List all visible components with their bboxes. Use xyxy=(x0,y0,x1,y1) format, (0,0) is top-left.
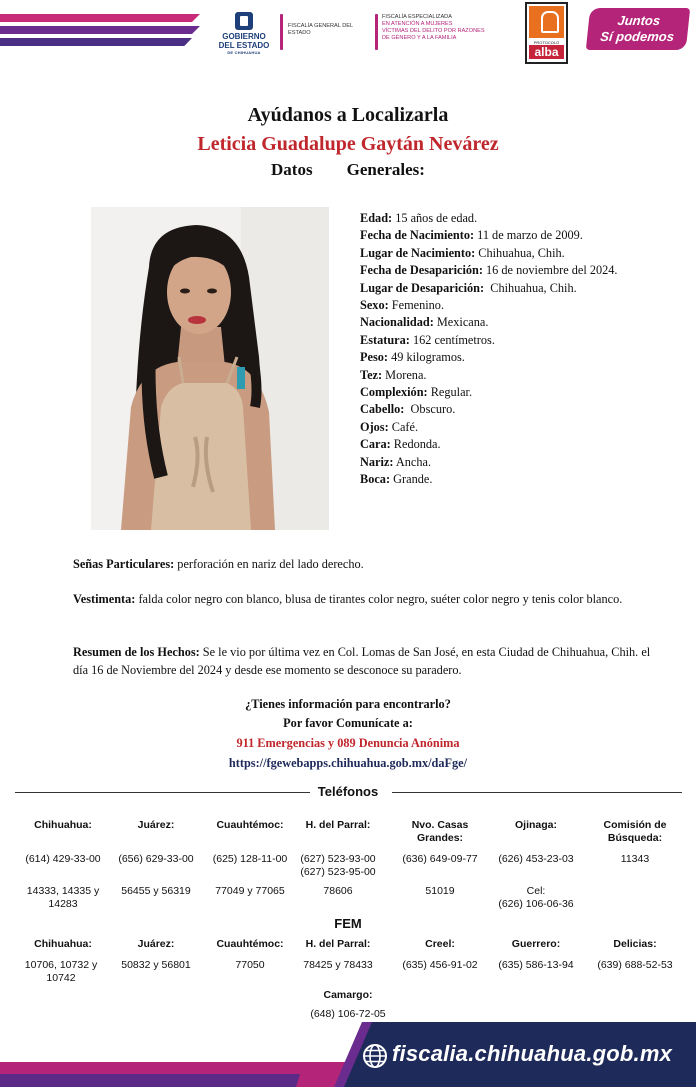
fem-col-name: Delicias: xyxy=(613,938,657,950)
resumen-value: Se le vio por última vez en Col. Lomas de San José, en esta Ciudad de Chihuahua, Chih. el día 16 de Noviembre del 2024 y desde ese momento se desconoce su paradero. xyxy=(73,645,651,677)
telefonos-col-ext: 51019 xyxy=(425,885,455,897)
fiscalia-esp-line2: EN ATENCIÓN A MUJERES xyxy=(382,21,453,27)
detail-row xyxy=(360,227,640,244)
details-list xyxy=(360,210,640,489)
telefonos-col-phone: (636) 649-09-77 xyxy=(402,853,478,865)
juntos-logo xyxy=(586,8,690,50)
alba-logo-icon xyxy=(525,2,568,64)
camargo-name: Camargo: xyxy=(323,989,373,1001)
detail-row xyxy=(360,419,640,436)
vestimenta-label: Vestimenta: xyxy=(73,592,136,606)
detail-value: 15 años de edad. xyxy=(392,211,478,225)
alba-protocolo: PROTOCOLO xyxy=(533,40,560,45)
telefonos-title: Teléfonos xyxy=(317,784,379,799)
senas-paragraph xyxy=(73,556,663,574)
detail-label: Nariz: xyxy=(360,454,394,469)
detail-label: Estatura: xyxy=(360,332,410,347)
datos-label: Datos xyxy=(271,160,313,179)
detail-row xyxy=(360,401,640,418)
fem-col-name: Chihuahua: xyxy=(34,938,92,950)
missing-person-photo xyxy=(91,207,329,530)
telefonos-col-phone: (614) 429-33-00 xyxy=(25,853,101,865)
telefonos-col-phone: (656) 629-33-00 xyxy=(118,853,194,865)
detail-label: Cara: xyxy=(360,437,391,452)
fem-title: FEM xyxy=(334,916,362,931)
vestimenta-value: falda color negro con blanco, blusa de tirantes color negro, suéter color negro y tenis color blanco. xyxy=(135,592,623,606)
detail-row xyxy=(360,454,640,471)
telefonos-col-name: Ojinaga: xyxy=(514,819,557,831)
fiscalia-esp-line4: DE GÉNERO Y A LA FAMILIA xyxy=(382,35,457,41)
vestimenta-paragraph xyxy=(73,591,663,609)
detail-label: Cabello: xyxy=(360,402,405,417)
telefonos-col-phone: (625) 128-11-00 xyxy=(212,853,288,865)
detail-label: Boca: xyxy=(360,472,391,487)
gobierno-emblem-icon xyxy=(235,12,253,30)
detail-label: Ojos: xyxy=(360,419,389,434)
detail-row xyxy=(360,384,640,401)
fem-col-name: Cuauhtémoc: xyxy=(216,938,284,950)
detail-row xyxy=(360,210,640,227)
detail-label: Complexión: xyxy=(360,385,428,400)
senas-label: Señas Particulares: xyxy=(73,557,175,571)
contact-url-link[interactable]: https://fgewebapps.chihuahua.gob.mx/daFge/ xyxy=(228,756,468,770)
detail-value: Chihuahua, Chih. xyxy=(484,280,577,295)
gobierno-line1: GOBIERNO xyxy=(222,32,266,41)
fem-col-name: Creel: xyxy=(425,938,455,950)
gobierno-line3: DE CHIHUAHUA xyxy=(227,50,261,55)
telefonos-col-name: Chihuahua: xyxy=(34,819,92,831)
gobierno-logo xyxy=(213,12,275,56)
detail-value: Ancha. xyxy=(393,454,432,469)
resumen-label: Resumen de los Hechos: xyxy=(73,645,200,659)
detail-value: 162 centímetros. xyxy=(409,332,495,347)
detail-row xyxy=(360,436,640,453)
fem-col-value: 50832 y 56801 xyxy=(121,959,191,971)
fem-col-value: (635) 456-91-02 xyxy=(402,959,478,971)
detail-label: Fecha de Nacimiento: xyxy=(360,228,475,243)
detail-row xyxy=(360,332,640,349)
detail-row xyxy=(360,280,640,297)
datos-generales-heading xyxy=(0,160,696,180)
detail-label: Fecha de Desaparición: xyxy=(360,263,483,278)
fiscalia-esp-line3: VÍCTIMAS DEL DELITO POR RAZONES xyxy=(382,28,485,34)
telefonos-col-name: H. del Parral: xyxy=(305,819,371,831)
fem-col-value: (635) 586-13-94 xyxy=(498,959,574,971)
alba-emblem xyxy=(529,6,564,38)
contact-emergency: 911 Emergencias y 089 Denuncia Anónima xyxy=(236,736,460,750)
telefonos-col-ext: 14333, 14335 y 14283 xyxy=(26,885,100,910)
alba-figure-icon xyxy=(541,11,559,33)
fem-col-value: 78425 y 78433 xyxy=(303,959,373,971)
detail-row xyxy=(360,262,640,279)
detail-value: 16 de noviembre del 2024. xyxy=(482,263,618,278)
fiscalia-especializada-text xyxy=(382,14,522,42)
fem-col-name: Guerrero: xyxy=(511,938,561,950)
gobierno-line2: DEL ESTADO xyxy=(218,41,270,50)
contact-question: ¿Tienes información para encontrarlo? xyxy=(245,697,451,711)
person-name: Leticia Guadalupe Gaytán Nevárez xyxy=(197,133,499,155)
fem-col-value: 77050 xyxy=(235,959,265,971)
detail-value: Mexicana. xyxy=(433,315,489,330)
divider-bar-1 xyxy=(280,14,283,50)
telefonos-col-name: Comisión de Búsqueda: xyxy=(603,819,667,844)
header-stripe-blue xyxy=(0,38,192,46)
fiscalia-general-text xyxy=(288,23,368,37)
detail-row xyxy=(360,245,640,262)
detail-row xyxy=(360,297,640,314)
detail-row xyxy=(360,367,640,384)
juntos-line1: Juntos xyxy=(616,13,661,28)
detail-value: Regular. xyxy=(427,385,473,400)
detail-value: Morena. xyxy=(382,367,427,382)
camargo-value: (648) 106-72-05 xyxy=(310,1008,386,1020)
footer-site-link[interactable]: fiscalia.chihuahua.gob.mx xyxy=(392,1041,673,1066)
telefonos-col-phone: (627) 523-93-00 (627) 523-95-00 xyxy=(300,853,376,878)
detail-value: Café. xyxy=(388,419,419,434)
divider-bar-2 xyxy=(375,14,378,50)
detail-label: Lugar de Desaparición: xyxy=(360,280,485,295)
detail-label: Sexo: xyxy=(360,298,389,313)
header-stripe-purple xyxy=(0,26,200,34)
help-title: Ayúdanos a Localizarla xyxy=(247,104,449,126)
detail-value: Chihuahua, Chih. xyxy=(475,245,565,260)
detail-value: Femenino. xyxy=(388,298,445,313)
juntos-line2: Sí podemos xyxy=(599,29,675,44)
detail-label: Peso: xyxy=(360,350,388,365)
generales-label: Generales: xyxy=(346,160,425,179)
detail-row xyxy=(360,314,640,331)
fem-col-value: (639) 688-52-53 xyxy=(597,959,673,971)
detail-row xyxy=(360,349,640,366)
detail-value: 49 kilogramos. xyxy=(388,350,465,365)
globe-icon xyxy=(362,1043,388,1069)
telefonos-col-ext: 56455 y 56319 xyxy=(121,885,191,897)
detail-value: Obscuro. xyxy=(404,402,456,417)
telefonos-col-name: Nvo. Casas Grandes: xyxy=(411,819,469,844)
telefonos-col-phone: 11343 xyxy=(620,853,650,865)
fiscalia-esp-line1: FISCALÍA ESPECIALIZADA xyxy=(382,14,452,20)
detail-value: Grande. xyxy=(390,472,433,487)
detail-label: Nacionalidad: xyxy=(360,315,434,330)
detail-row xyxy=(360,471,640,488)
fiscalia-general-label: FISCALÍA GENERAL DEL ESTADO xyxy=(288,23,353,36)
detail-label: Lugar de Nacimiento: xyxy=(360,245,476,260)
telefonos-col-name: Juárez: xyxy=(137,819,175,831)
telefonos-col-name: Cuauhtémoc: xyxy=(216,819,284,831)
fem-col-name: H. del Parral: xyxy=(305,938,371,950)
telefonos-col-ext: Cel: (626) 106-06-36 xyxy=(498,885,574,910)
fem-col-name: Juárez: xyxy=(137,938,175,950)
detail-value: Redonda. xyxy=(390,437,441,452)
header-stripe-magenta xyxy=(0,14,200,22)
detail-value: 11 de marzo de 2009. xyxy=(474,228,583,243)
fem-col-value: 10706, 10732 y 10742 xyxy=(24,959,98,984)
senas-value: perforación en nariz del lado derecho. xyxy=(174,557,364,571)
telefonos-col-ext: 77049 y 77065 xyxy=(215,885,285,897)
contact-please: Por favor Comunícate a: xyxy=(283,716,413,730)
detail-label: Edad: xyxy=(360,211,393,225)
resumen-paragraph xyxy=(73,644,663,679)
detail-label: Tez: xyxy=(360,367,383,382)
telefonos-col-phone: (626) 453-23-03 xyxy=(498,853,574,865)
telefonos-col-ext: 78606 xyxy=(323,885,353,897)
alba-word: alba xyxy=(529,45,564,59)
